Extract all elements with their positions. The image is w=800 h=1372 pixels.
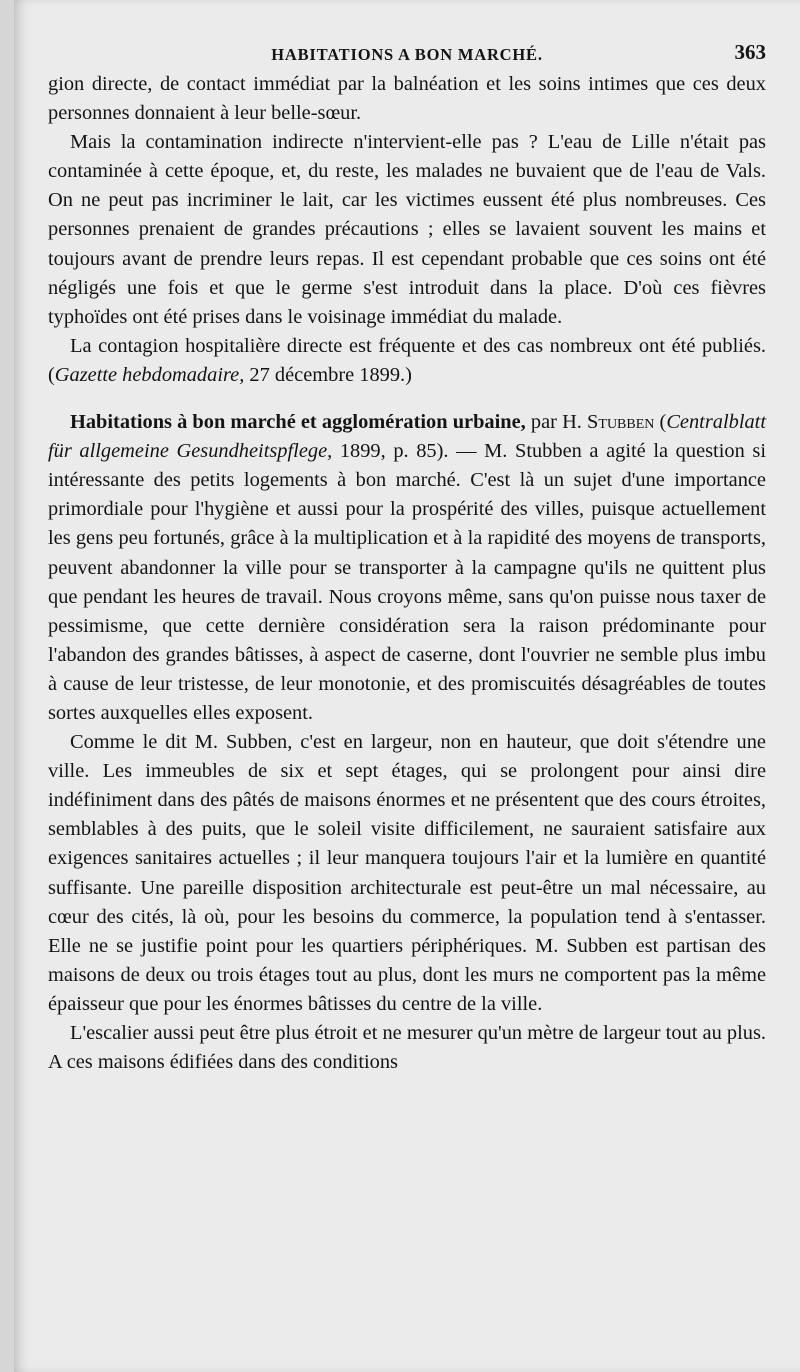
citation-journal: Gazette hebdomadaire, [54,363,245,386]
page-content [48,38,766,1077]
paragraph-indirect-contamination: Mais la contamination indirecte n'intervient-elle pas ? L'eau de Lille n'était pas contaminée à cette époque, et, du reste, les malades ne buvaient que de l'eau de Vals. On ne peut pas incriminer le lait, car les victimes eussent été plus nombreuses. Ces personnes prenaient de grandes précautions ; elles se lavaient souvent les mains et toujours avant de prendre leurs repas. Il est cependant probable que ces soins ont été négligés une fois et que le germe s'est introduit dans la place. D'où ces fièvres typhoïdes ont été prises dans le voisinage immédiat du malade. [48,131,766,328]
paragraph-staircase: L'escalier aussi peut être plus étroit et ne mesurer qu'un mètre de largeur tout au plus. A ces maisons édifiées dans des conditions [48,1022,766,1074]
section-journal: Centralblatt für allgemeine Gesundheitspflege, [48,411,767,463]
paragraph-hospital-contagion [48,332,766,390]
section-open-paren: ( [654,411,667,434]
citation-date: 27 décembre 1899.) [244,363,412,386]
section-body: 1899, p. 85). — M. Stubben a agité la question si intéressante des petits logements à bon marché. C'est là un sujet d'une importance primordiale pour l'hygiène et aussi pour la prospérité des villes, puisque actuellement les gens peu fortunés, grâce à la multiplication et à la rapidité des moyens de transports, peuvent abandonner la ville pour se transporter à la campagne qu'ils ne quittent plus que pendant les heures de travail. Nous croyons même, sans qu'on puisse nous taxer de pessimisme, que cette dernière considération sera la raison prédominante pour l'abandon des grandes bâtisses, à aspect de caserne, dont l'ouvrier ne semble plus imbu à cause de leur tristesse, de leur monotonie, et des promiscuités désagréables de toutes sortes auxquelles elles exposent. [48,440,766,724]
section-by: par H. [525,411,588,434]
section-habitations [48,408,766,728]
running-title: HABITATIONS A BON MARCHÉ. [271,45,543,64]
section-title: Habitations à bon marché et agglomération urbaine, [70,411,526,434]
paragraph-text: La contagion hospitalière directe est fréquente et des cas nombreux ont été publiés. ( [48,334,766,386]
section-author: Stubben [587,411,655,434]
page-number: 363 [734,40,766,64]
running-header [48,38,766,68]
book-page [14,0,800,1372]
paragraph-continuation: gion directe, de contact immédiat par la balnéation et les soins intimes que ces deux personnes donnaient à leur belle-sœur. [48,73,766,125]
paragraph-width-not-height: Comme le dit M. Subben, c'est en largeur, non en hauteur, que doit s'étendre une ville. Les immeubles de six et sept étages, qui se prolongent pour ainsi dire indéfiniment dans des pâtés de maisons énormes et ne présentent que des cours étroites, semblables à des puits, que le soleil visite difficilement, ne sauraient satisfaire aux exigences sanitaires actuelles ; il leur manquera toujours l'air et la lumière en quantité suffisante. Une pareille disposition architecturale est peut-être un mal nécessaire, au cœur des cités, là où, pour les besoins du commerce, la population tend à s'entasser. Elle ne se justifie point pour les quartiers périphériques. M. Subben est partisan des maisons de deux ou trois étages tout au plus, dont les murs ne comportent pas la même épaisseur que pour les énormes bâtisses du centre de la ville. [48,731,766,1015]
